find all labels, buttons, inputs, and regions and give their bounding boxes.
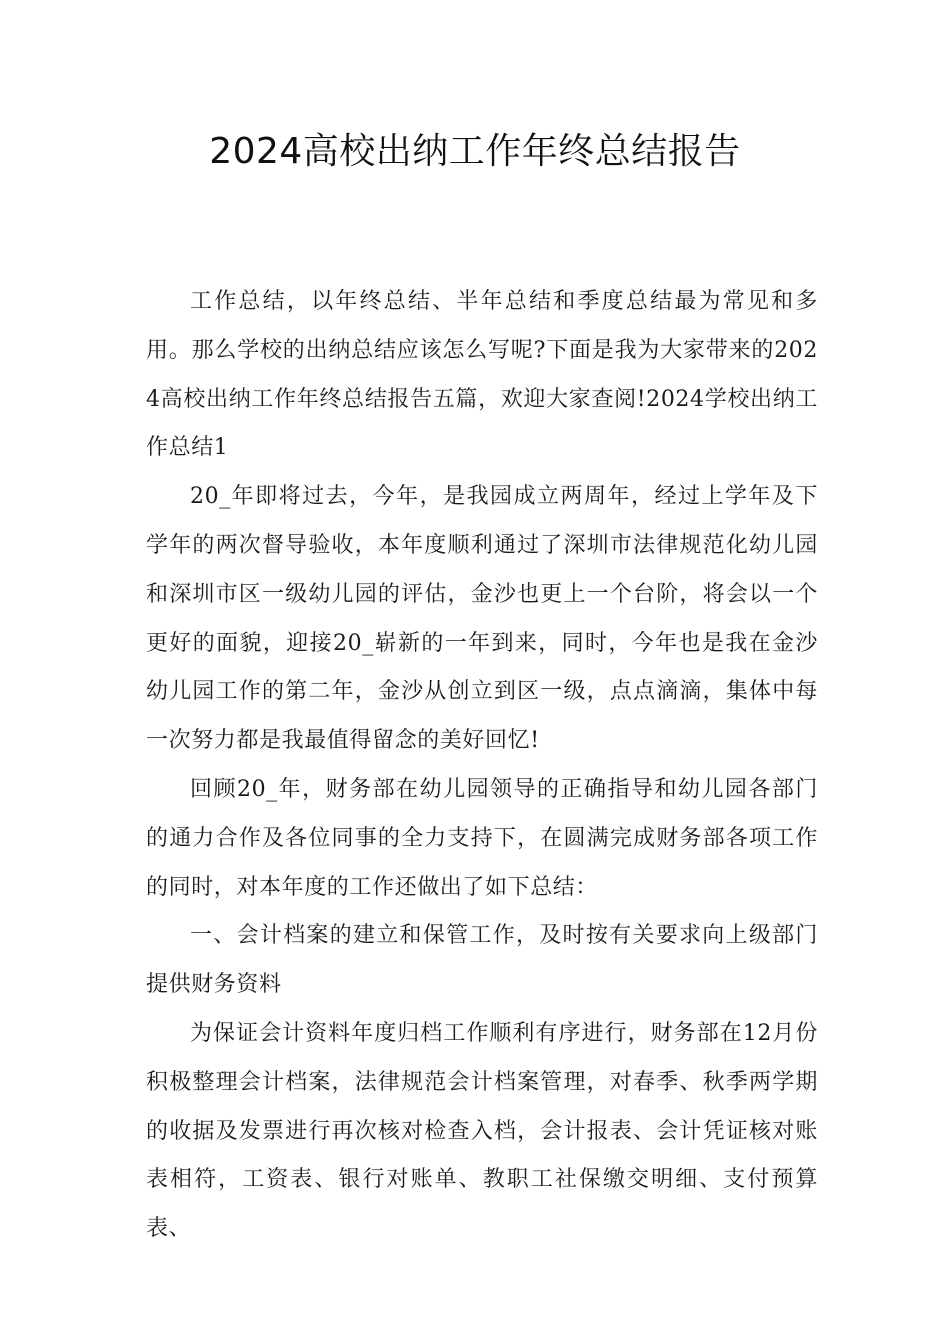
paragraph-intro: 工作总结，以年终总结、半年总结和季度总结最为常见和多用。那么学校的出纳总结应该怎么写呢?下面是我为大家带来的2024高校出纳工作年终总结报告五篇，欢迎大家查阅!2024学校出纳工作总结1	[146, 289, 818, 461]
document-title: 2024高校出纳工作年终总结报告	[209, 131, 741, 172]
paragraph-finance-summary: 回顾20_年，财务部在幼儿园领导的正确指导和幼儿园各部门的通力合作及各位同事的全力支持下，在圆满完成财务部各项工作的同时，对本年度的工作还做出了如下总结：	[146, 776, 818, 900]
section-heading-archives: 一、会计档案的建立和保管工作，及时按有关要求向上级部门提供财务资料	[146, 923, 818, 998]
paragraph-archives: 为保证会计资料年度归档工作顺利有序进行，财务部在12月份积极整理会计档案，法律规范会计档案管理，对春季、秋季两学期的收据及发票进行再次核对检查入档，会计报表、会计凭证核对账表相符，工资表、银行对账单、教职工社保缴交明细、支付预算表、	[146, 1020, 818, 1242]
paragraph-year-review: 20_年即将过去，今年，是我园成立两周年，经过上学年及下学年的两次督导验收，本年度顺利通过了深圳市法律规范化幼儿园和深圳市区一级幼儿园的评估，金沙也更上一个台阶，将会以一个更好的面貌，迎接20_崭新的一年到来，同时，今年也是我在金沙幼儿园工作的第二年，金沙从创立到区一级，点点滴滴，集体中每一次努力都是我最值得留念的美好回忆!	[146, 484, 818, 754]
document-body	[146, 278, 818, 1254]
